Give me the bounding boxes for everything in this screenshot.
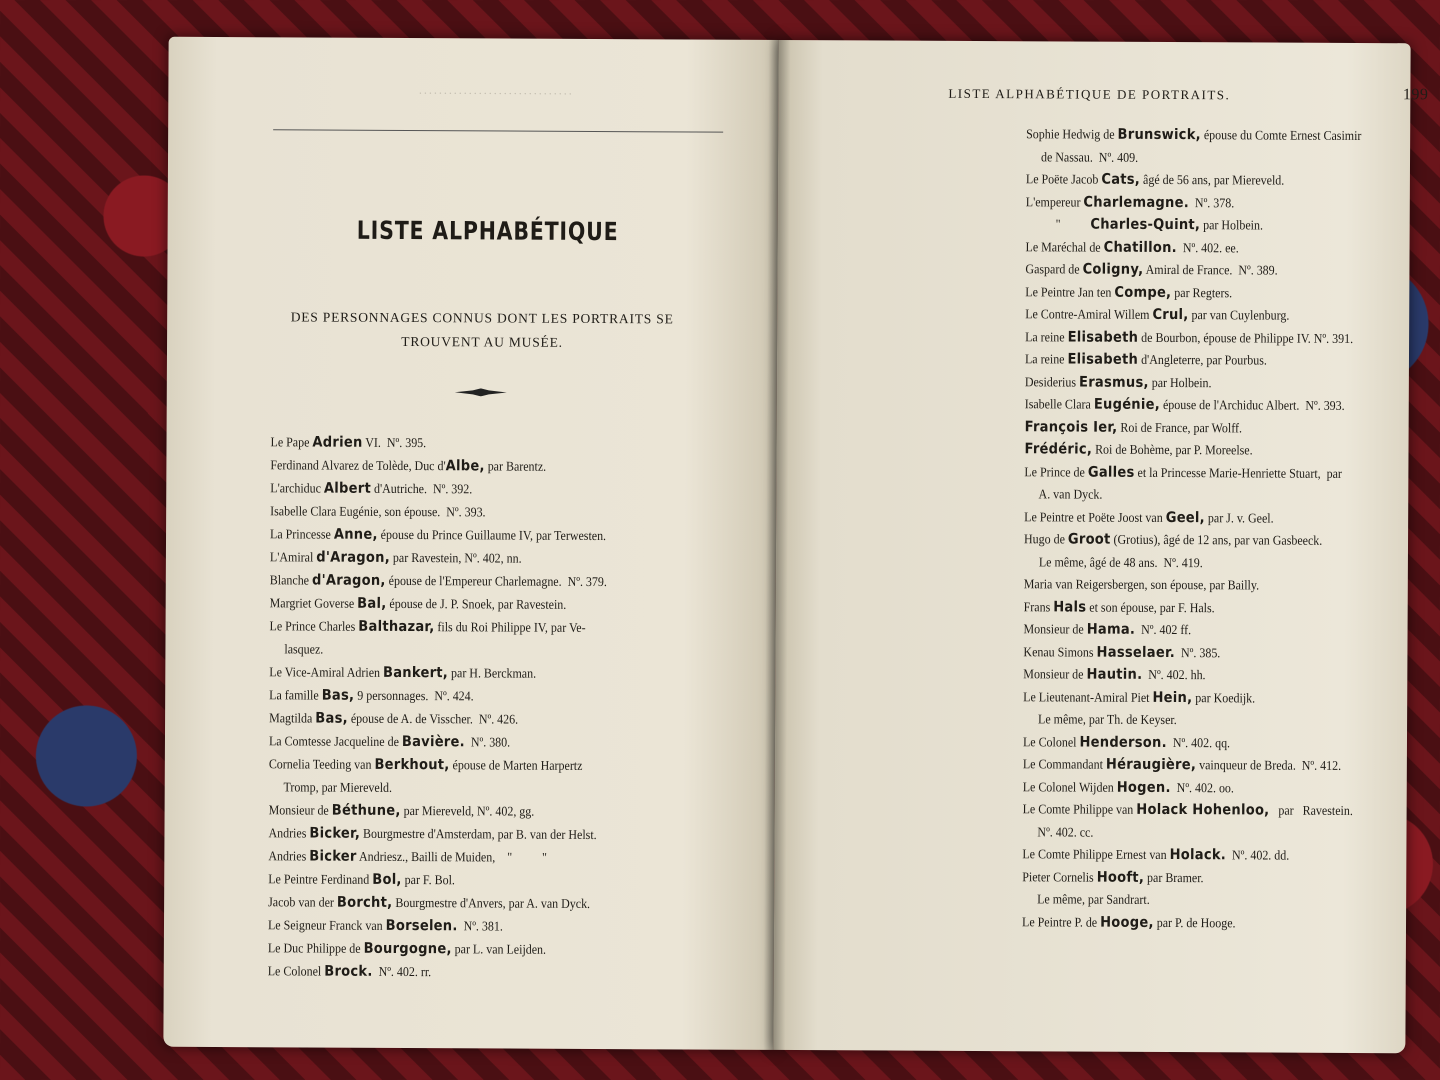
list-item [270, 477, 472, 500]
entry-prefix: " [1025, 216, 1091, 232]
person-name: François Ier, [1024, 418, 1118, 436]
person-name: Henderson. [1079, 734, 1167, 751]
person-name: Borselen. [385, 917, 458, 935]
entry-prefix: Nº. 402. cc. [1022, 823, 1094, 840]
person-name: Brunswick, [1117, 126, 1201, 144]
entry-suffix: par Holbein. [1148, 374, 1212, 390]
entry-suffix: Nº. 402 ff. [1135, 621, 1192, 638]
list-item [269, 638, 323, 660]
list-item [1026, 191, 1235, 214]
person-name: Compe, [1114, 284, 1172, 301]
entry-prefix: Hugo de [1023, 531, 1068, 547]
person-name: Bol, [372, 871, 402, 888]
entry-suffix: par H. Berckman. [448, 665, 537, 681]
entry-prefix: Le Prince Charles [269, 618, 359, 634]
person-name: Brock. [324, 963, 373, 980]
list-item [270, 431, 426, 454]
list-item [1023, 776, 1234, 799]
entry-prefix: Gaspard de [1025, 261, 1083, 277]
entry-prefix: Le même, par Sandrart. [1022, 891, 1150, 907]
entry-prefix: Isabelle Clara [1024, 396, 1094, 412]
list-item [270, 569, 607, 593]
list-item [269, 753, 583, 777]
entry-suffix: épouse de l'Archiduc Albert. Nº. 393. [1159, 396, 1345, 413]
list-item [1025, 326, 1353, 350]
person-name: Geel, [1165, 509, 1205, 526]
person-name: Holack Hohenloo, [1136, 801, 1270, 819]
person-name: Berkhout, [374, 756, 450, 774]
entry-suffix: et la Princesse Marie-Henriette Stuart, par [1134, 464, 1342, 481]
entry-prefix: Andries [268, 825, 310, 841]
entry-prefix: Pieter Cornelis [1022, 868, 1097, 885]
entry-suffix: par P. de Hooge. [1153, 914, 1236, 930]
bleed-through-text: ······························· [418, 86, 574, 101]
entry-prefix: Le Colonel [1022, 733, 1080, 750]
entry-prefix: Le Vice-Amiral Adrien [269, 664, 384, 680]
list-item [270, 454, 546, 477]
entry-suffix: Nº. 402. rr. [372, 963, 432, 980]
person-name: Hogen. [1116, 779, 1171, 796]
entry-suffix: Nº. 402. qq. [1166, 734, 1231, 750]
list-item [1024, 618, 1192, 641]
entry-suffix: âgé de 56 ans, par Miereveld. [1140, 171, 1285, 188]
entry-prefix: L'empereur [1025, 193, 1084, 210]
person-name: Eugénie, [1093, 396, 1161, 413]
person-name: Coligny, [1082, 261, 1144, 278]
list-item [270, 523, 606, 547]
entry-suffix: Nº. 381. [457, 918, 503, 934]
entry-prefix: Le Peintre et Poëte Joost van [1024, 508, 1166, 525]
list-item [1024, 461, 1342, 485]
list-item [1024, 483, 1102, 505]
entry-suffix: épouse de l'Empereur Charlemagne. Nº. 379. [385, 572, 607, 590]
entry-prefix: Jacob van der [268, 894, 337, 910]
entry-suffix: Nº. 378. [1188, 194, 1235, 210]
list-item [1026, 168, 1284, 191]
person-name: Borcht, [336, 894, 393, 911]
person-name: Bavière. [401, 733, 465, 751]
entry-suffix: par van Cuylenburg. [1188, 307, 1290, 323]
entry-prefix: Margriet Goverse [269, 595, 358, 611]
list-item [1026, 213, 1263, 236]
entry-suffix: Bourgmestre d'Amsterdam, par B. van der Helst. [360, 825, 597, 843]
entry-prefix: Le Duc Philippe de [267, 940, 364, 956]
list-item [268, 960, 432, 983]
entry-prefix: Isabelle Clara Eugénie, son épouse. Nº. 393. [270, 503, 486, 520]
person-name: Hasselaer. [1096, 644, 1176, 661]
entry-prefix: Le Seigneur Franck van [267, 917, 386, 933]
entry-suffix: par J. v. Geel. [1204, 509, 1274, 526]
list-item [1022, 821, 1093, 843]
person-name: Bicker, [309, 825, 361, 842]
list-item [269, 707, 518, 730]
entry-prefix: Le Colonel Wijden [1022, 778, 1117, 795]
list-item [1025, 371, 1212, 394]
page-number: 199 [1402, 86, 1429, 104]
subtitle-line-1: DES PERSONNAGES CONNUS DONT LES PORTRAITS SE [290, 309, 674, 327]
person-name: Galles [1087, 464, 1135, 481]
entry-suffix: par F. Bol. [401, 871, 455, 888]
entry-suffix: épouse du Prince Guillaume IV, par Terwesten. [377, 526, 607, 544]
entry-prefix: Le Prince de [1024, 463, 1088, 480]
entry-prefix: Le Peintre Ferdinand [268, 871, 373, 887]
entry-suffix: vainqueur de Breda. Nº. 412. [1196, 757, 1342, 773]
list-item [1024, 506, 1274, 529]
entry-prefix: Tromp, par Miereveld. [268, 779, 393, 795]
portrait-list-right [1021, 123, 1440, 931]
person-name: Anne, [333, 526, 378, 543]
entry-suffix: Nº. 380. [464, 734, 511, 750]
entry-prefix: Le Poëte Jacob [1025, 171, 1102, 187]
list-item [270, 546, 522, 569]
list-item [1022, 843, 1289, 866]
person-name: Balthazar, [358, 618, 435, 636]
list-item [1026, 146, 1138, 169]
running-head-title: LISTE ALPHABÉTIQUE DE PORTRAITS. [948, 85, 1231, 103]
person-name: Héraugière, [1105, 756, 1197, 774]
list-item [1022, 866, 1203, 889]
entry-suffix: par Ravestein. [1269, 802, 1353, 818]
entry-suffix: par Holbein. [1200, 217, 1264, 233]
entry-suffix: Bourgmestre d'Anvers, par A. van Dyck. [392, 894, 591, 911]
list-item [270, 592, 567, 616]
list-item [1023, 731, 1230, 754]
header-rule [273, 129, 723, 132]
entry-suffix: Nº. 402. ee. [1176, 239, 1239, 255]
entry-suffix: Nº. 385. [1175, 644, 1221, 660]
list-item [1025, 258, 1277, 281]
person-name: Frédéric, [1024, 441, 1093, 458]
entry-prefix: Le Pape [270, 434, 313, 450]
entry-suffix: Andriesz., Bailli de Muiden, " " [356, 848, 547, 865]
entry-prefix: L'Amiral [269, 549, 317, 565]
entry-suffix: épouse du Comte Ernest Casimir [1200, 127, 1362, 144]
person-name: Bourgogne, [363, 940, 452, 958]
person-name: Bas, [321, 687, 355, 704]
entry-prefix: Le Peintre Jan ten [1025, 283, 1115, 300]
list-item [1023, 663, 1205, 686]
list-item [1024, 551, 1203, 574]
entry-prefix: L'archiduc [270, 480, 324, 496]
entry-suffix: d'Angleterre, par Pourbus. [1138, 351, 1267, 368]
person-name: Bankert, [382, 664, 449, 682]
person-name: Bicker [309, 848, 357, 865]
list-item [1024, 573, 1259, 596]
list-item [1025, 416, 1242, 439]
person-name: Hama. [1086, 621, 1136, 638]
left-page [163, 37, 778, 1050]
entry-suffix: par Regters. [1171, 284, 1233, 300]
person-name: Hein, [1152, 689, 1193, 706]
entry-prefix: Le Maréchal de [1025, 238, 1104, 255]
person-name: Bas, [315, 710, 348, 727]
person-name: Charlemagne. [1083, 194, 1190, 211]
entry-prefix: Kenau Simons [1023, 643, 1097, 660]
person-name: Hautin. [1086, 666, 1143, 683]
list-item [1026, 123, 1361, 147]
list-item [269, 776, 392, 799]
list-item [1023, 641, 1220, 664]
entry-prefix: Le même, âgé de 48 ans. Nº. 419. [1023, 553, 1203, 570]
entry-prefix: Blanche [269, 572, 313, 588]
list-item [1022, 911, 1236, 934]
person-name: Chatillon. [1103, 239, 1177, 256]
entry-suffix: Roi de Bohème, par P. Moreelse. [1092, 441, 1253, 458]
entry-suffix: Nº. 402. oo. [1170, 779, 1234, 795]
entry-suffix: par Barentz. [484, 458, 547, 474]
person-name: Cats, [1101, 171, 1141, 188]
entry-suffix: par L. van Leijden. [451, 941, 547, 957]
entry-suffix: par Bramer. [1144, 869, 1204, 885]
person-name: Holack. [1169, 847, 1227, 864]
list-item [269, 799, 535, 822]
entry-prefix: Le Commandant [1022, 756, 1106, 772]
list-item [1025, 348, 1267, 371]
list-item [1022, 888, 1150, 911]
person-name: Béthune, [331, 802, 401, 819]
person-name: Elisabeth [1067, 351, 1139, 368]
entry-prefix: La reine [1024, 351, 1068, 367]
entry-suffix: et son épouse, par F. Hals. [1086, 599, 1215, 615]
person-name: d'Aragon, [311, 572, 386, 589]
right-page [773, 40, 1429, 1053]
ornament-icon [455, 388, 507, 396]
entry-prefix: Monsieur de [1023, 621, 1087, 637]
person-name: Charles-Quint, [1090, 216, 1201, 234]
person-name: Albert [323, 480, 372, 497]
list-item [1023, 686, 1255, 709]
entry-suffix: par Ravestein, Nº. 402, nn. [389, 549, 522, 566]
list-item [268, 822, 596, 846]
list-item [1025, 303, 1289, 326]
person-name: Erasmus, [1078, 374, 1149, 391]
entry-prefix: Le Comte Philippe Ernest van [1022, 846, 1170, 863]
entry-prefix: La Princesse [270, 526, 334, 542]
person-name: Elisabeth [1067, 328, 1139, 346]
entry-suffix: par Miereveld, Nº. 402, gg. [400, 802, 535, 819]
entry-prefix: Andries [268, 848, 310, 864]
list-item [1024, 596, 1215, 619]
entry-suffix: épouse de J. P. Snoek, par Ravestein. [386, 595, 567, 612]
entry-suffix: d'Autriche. Nº. 392. [370, 480, 473, 497]
person-name: Groot [1067, 531, 1111, 548]
page-title: LISTE ALPHABÉTIQUE [356, 215, 619, 247]
person-name: Crul, [1152, 306, 1189, 324]
entry-suffix: épouse de Marten Harpertz [449, 757, 583, 773]
list-item [1025, 281, 1232, 304]
entry-suffix: fils du Roi Philippe IV, par Ve- [434, 619, 586, 635]
list-item [1026, 236, 1239, 259]
entry-prefix: Maria van Reigersbergen, son épouse, par Bailly. [1023, 576, 1260, 593]
list-item [1023, 798, 1353, 822]
person-name: Bal, [357, 595, 387, 612]
open-book [163, 37, 1429, 1053]
page-subtitle [272, 305, 692, 355]
entry-suffix: (Grotius), âgé de 12 ans, par van Gasbeeck. [1110, 531, 1323, 548]
entry-suffix: Amiral de France. Nº. 389. [1143, 261, 1278, 278]
entry-prefix: A. van Dyck. [1024, 486, 1103, 502]
list-item [268, 937, 546, 960]
person-name: d'Aragon, [316, 549, 391, 566]
entry-prefix: Monsieur de [268, 802, 332, 818]
entry-suffix: Roi de France, par Wolff. [1117, 419, 1243, 435]
list-item [1024, 438, 1252, 461]
entry-prefix: Sophie Hedwig de [1026, 126, 1118, 142]
list-item [268, 914, 503, 937]
entry-prefix: Le Peintre P. de [1021, 913, 1101, 930]
entry-prefix: Le même, par Th. de Keyser. [1023, 711, 1177, 728]
person-name: Adrien [312, 434, 363, 451]
entry-prefix: de Nassau. Nº. 409. [1025, 148, 1139, 165]
list-item [269, 730, 510, 753]
list-item [269, 684, 474, 707]
list-item [1023, 753, 1341, 777]
entry-prefix: Cornelia Teeding van [268, 756, 375, 772]
entry-suffix: 9 personnages. Nº. 424. [354, 687, 474, 704]
list-item [1025, 393, 1345, 417]
person-name: Hooft, [1096, 869, 1145, 886]
list-item [268, 868, 455, 891]
entry-prefix: Ferdinand Alvarez de Tolède, Duc d' [270, 457, 446, 474]
entry-prefix: Le Lieutenant-Amiral Piet [1023, 688, 1153, 705]
entry-suffix: épouse de A. de Visscher. Nº. 426. [347, 710, 519, 727]
entry-prefix: lasquez. [269, 641, 324, 657]
entry-suffix: de Bourbon, épouse de Philippe IV. Nº. 391. [1138, 329, 1354, 346]
entry-prefix: Le Contre-Amiral Willem [1025, 306, 1153, 322]
entry-suffix: Nº. 402. hh. [1142, 666, 1206, 683]
person-name: Hooge, [1100, 914, 1154, 931]
entry-prefix: La Comtesse Jacqueline de [268, 733, 402, 749]
person-name: Hals [1053, 598, 1087, 616]
entry-prefix: Desiderius [1024, 373, 1080, 390]
entry-suffix: par Koedijk. [1192, 689, 1256, 705]
list-item [1024, 528, 1322, 552]
list-item [270, 500, 486, 523]
entry-prefix: Magtilda [269, 710, 316, 726]
entry-prefix: La reine [1025, 328, 1068, 344]
list-item [269, 661, 536, 684]
list-item [268, 845, 547, 868]
list-item [270, 615, 586, 639]
entry-prefix: Frans [1023, 598, 1054, 614]
person-name: Albe, [445, 458, 485, 475]
entry-suffix: VI. Nº. 395. [362, 434, 427, 451]
entry-prefix: Le Colonel [267, 963, 325, 979]
list-item [1023, 708, 1177, 731]
entry-prefix: Le Comte Philippe van [1022, 801, 1137, 817]
list-item [268, 891, 590, 915]
entry-prefix: Monsieur de [1023, 666, 1087, 682]
entry-prefix: La famille [269, 687, 322, 703]
entry-suffix: Nº. 402. dd. [1226, 847, 1290, 863]
running-head [948, 86, 1428, 105]
subtitle-line-2: TROUVENT AU MUSÉE. [401, 333, 563, 350]
